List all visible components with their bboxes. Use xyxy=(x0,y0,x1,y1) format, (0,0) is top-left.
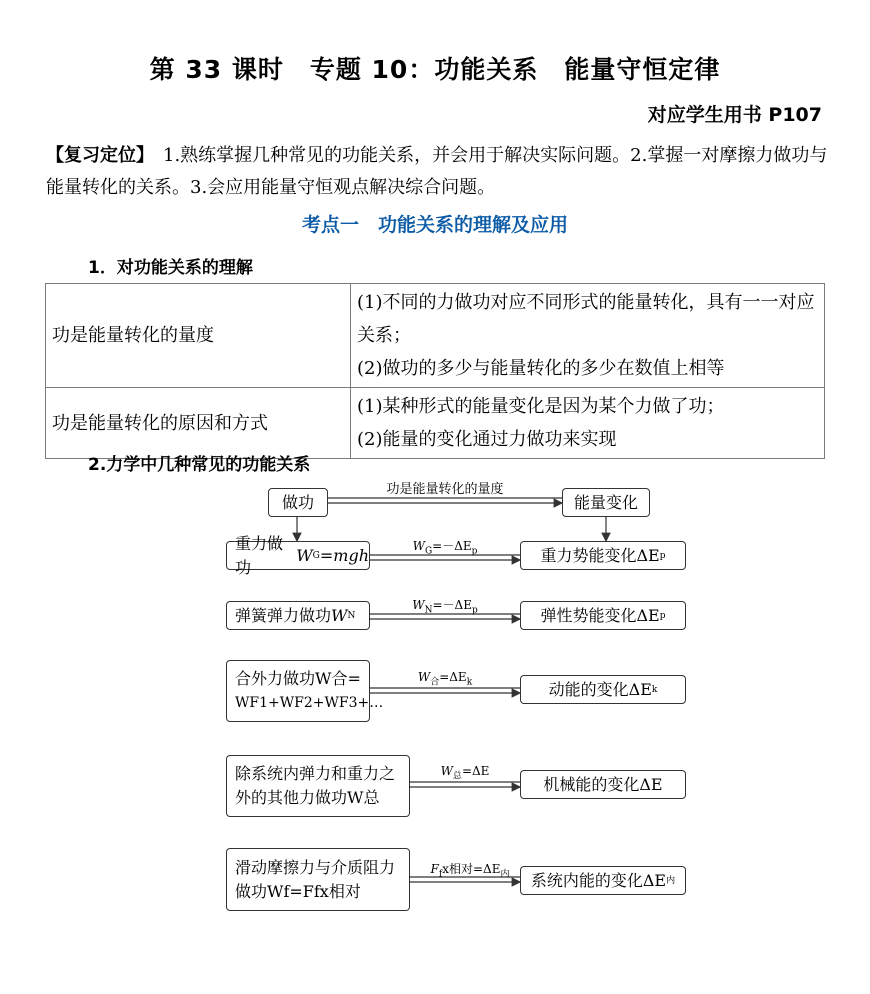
subscript: p xyxy=(659,610,666,621)
symbol: W xyxy=(440,764,453,778)
table-cell-left: 功是能量转化的原因和方式 xyxy=(46,388,351,459)
section-title: 考点一 功能关系的理解及应用 xyxy=(301,214,568,236)
box-other-force-work xyxy=(226,755,410,817)
box-gravity-work xyxy=(226,533,370,577)
subscript: N xyxy=(424,605,433,616)
connector-label xyxy=(395,596,495,615)
box-spring-work xyxy=(226,601,370,630)
text: 动能的变化ΔE xyxy=(548,679,652,699)
subscript: G xyxy=(424,546,433,557)
table-cell-left: 功是能量转化的量度 xyxy=(46,284,351,388)
table-cell-right xyxy=(351,388,825,459)
box-gravity-pe-change xyxy=(520,541,686,570)
box-internal-energy-change xyxy=(520,866,686,895)
symbol: W xyxy=(296,545,313,565)
text: =－ΔE xyxy=(432,539,472,553)
subscript: 总 xyxy=(452,771,462,782)
symbol: F xyxy=(430,862,439,876)
box-elastic-pe-change xyxy=(520,601,686,630)
intro-text: 1.熟练掌握几种常见的功能关系，并会用于解决实际问题。2.掌握一对摩擦力做功与能量转化的关系。3.会应用能量守恒观点解决综合问题。 xyxy=(46,145,828,198)
top-connector-label: 功是能量转化的量度 xyxy=(386,482,504,497)
symbol: W xyxy=(331,605,348,625)
connector-label xyxy=(395,670,495,687)
connector-label xyxy=(420,860,520,879)
box-work: 做功 xyxy=(268,488,328,517)
reference-page: 对应学生用书 P107 xyxy=(647,104,822,126)
subscript: k xyxy=(466,677,473,688)
text: 重力势能变化ΔE xyxy=(540,545,660,565)
table-line: (1)某种形式的能量变化是因为某个力做了功； xyxy=(357,396,725,417)
symbol: W xyxy=(412,539,425,553)
symbol: =mgh xyxy=(319,545,369,565)
table-cell-right xyxy=(351,284,825,388)
table-row xyxy=(46,388,825,459)
box-ke-change xyxy=(520,675,686,704)
table-row xyxy=(46,284,825,388)
symbol: W xyxy=(417,670,431,684)
text: x相对=ΔE xyxy=(442,862,501,876)
intro-tag: 【复习定位】 xyxy=(46,145,145,166)
text: =－ΔE xyxy=(432,598,472,612)
text: 弹性势能变化ΔE xyxy=(540,605,660,625)
text: 弹簧弹力做功 xyxy=(235,605,332,625)
subscript: f xyxy=(438,869,443,880)
review-intro xyxy=(46,140,832,204)
connector-label xyxy=(395,537,495,556)
box-friction-work xyxy=(226,848,410,911)
table-line: (2)做功的多少与能量转化的多少在数值上相等 xyxy=(357,358,725,379)
subscript: p xyxy=(471,605,478,616)
text: 重力做功 xyxy=(235,533,284,577)
connector-label xyxy=(420,764,510,781)
subscript: N xyxy=(347,610,356,621)
text: =ΔE xyxy=(461,764,490,778)
symbol: W xyxy=(412,598,425,612)
box-energy-change: 能量变化 xyxy=(562,488,650,517)
text-line: WF1+WF2+WF3+… xyxy=(235,695,384,711)
subsection-title-2: 2.力学中几种常见的功能关系 xyxy=(88,455,311,475)
subscript: G xyxy=(312,550,320,561)
box-net-force-work xyxy=(226,660,384,722)
subscript: 合 xyxy=(430,677,440,688)
table-line: (1)不同的力做功对应不同形式的能量转化，具有一一对应关系； xyxy=(357,292,815,346)
subscript: p xyxy=(659,550,666,561)
page-title: 第 33 课时 专题 10：功能关系 能量守恒定律 xyxy=(149,55,721,84)
text-line: 做功Wf=Ffx相对 xyxy=(235,881,361,901)
text-line: 除系统内弹力和重力之 xyxy=(235,764,396,783)
subscript: k xyxy=(651,684,658,695)
text: 机械能的变化ΔE xyxy=(543,774,663,794)
box-mechanical-energy-change xyxy=(520,770,686,799)
text-line: 滑动摩擦力与介质阻力 xyxy=(235,857,396,877)
text-line: 合外力做功W合= xyxy=(235,669,361,688)
subsection-title-1: 1．对功能关系的理解 xyxy=(88,258,253,278)
subscript: p xyxy=(471,546,478,557)
subscript: 内 xyxy=(500,869,510,880)
text-line: 外的其他力做功W总 xyxy=(235,788,380,807)
text: 系统内能的变化ΔE xyxy=(530,870,667,890)
subscript: 内 xyxy=(666,875,676,886)
table-line: (2)能量的变化通过力做功来实现 xyxy=(357,429,617,450)
relation-table xyxy=(45,283,825,459)
text: =ΔE xyxy=(439,670,467,684)
